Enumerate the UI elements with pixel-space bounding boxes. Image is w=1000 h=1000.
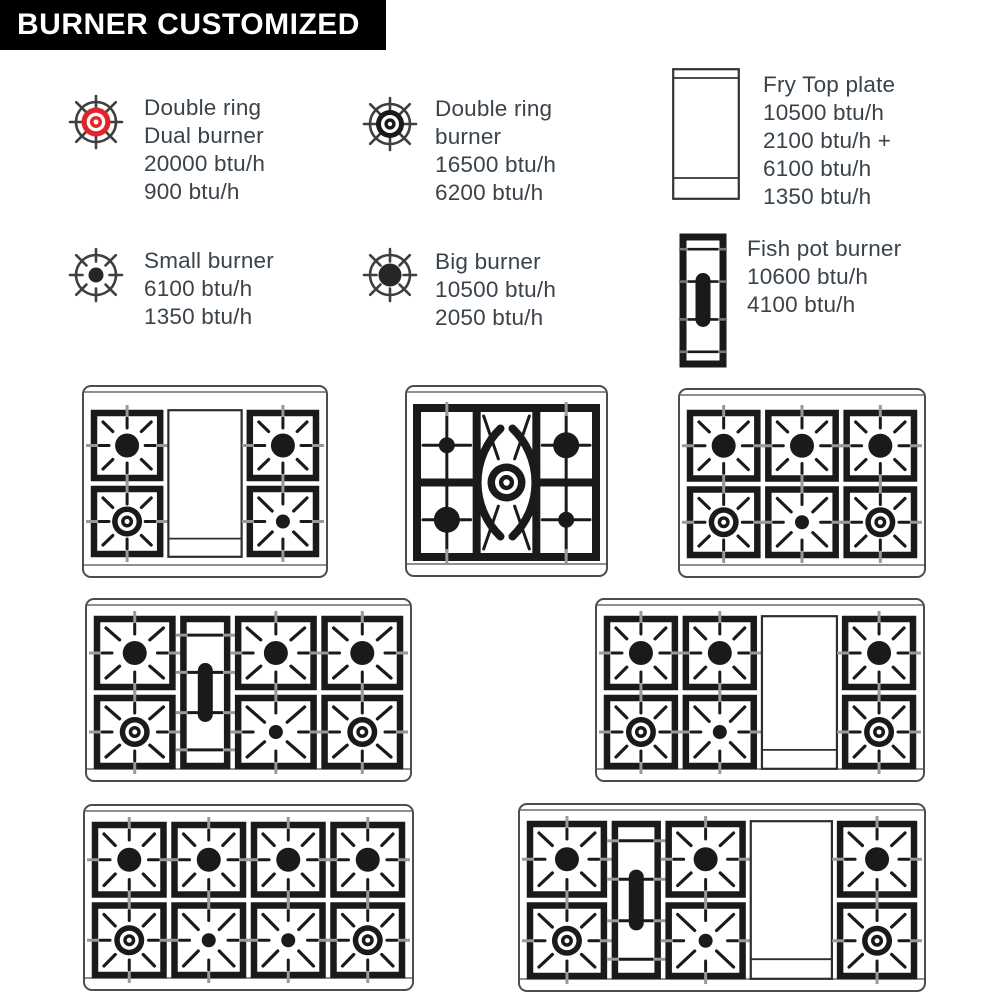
fish-pot-burner-icon <box>679 233 727 368</box>
legend-text-small-burner <box>144 247 274 331</box>
legend-line: Fish pot burner <box>747 236 902 261</box>
cooktop-5-burner-center-dual <box>405 385 608 577</box>
cooktop-6-burner-frytop <box>595 598 925 782</box>
small-burner-icon <box>68 247 124 303</box>
legend-line: burner <box>435 124 502 149</box>
legend-text-fry-top-plate <box>763 71 895 211</box>
legend-line: 2100 btu/h + <box>763 128 892 153</box>
legend-line: Big burner <box>435 249 541 274</box>
cooktop-8-burner <box>83 804 414 991</box>
legend-line: 1350 btu/h <box>144 304 253 329</box>
legend-line: 900 btu/h <box>144 179 240 204</box>
legend-line: 10500 btu/h <box>435 277 557 302</box>
legend-text-double-ring-dual-burner <box>144 94 265 206</box>
fry-top-plate-icon <box>672 68 740 200</box>
legend-line: 1350 btu/h <box>763 184 872 209</box>
legend-line: 16500 btu/h <box>435 152 557 177</box>
double-ring-dual-burner-icon <box>68 94 124 150</box>
title-banner <box>0 0 386 50</box>
legend-line: Double ring <box>144 95 262 120</box>
legend-line: 20000 btu/h <box>144 151 266 176</box>
legend-line: Fry Top plate <box>763 72 896 97</box>
page-title: BURNER CUSTOMIZED <box>17 8 360 41</box>
legend-line: 4100 btu/h <box>747 292 856 317</box>
legend-line: Double ring <box>435 96 553 121</box>
legend-line: 6200 btu/h <box>435 180 544 205</box>
legend-text-big-burner <box>435 248 556 332</box>
cooktop-4-burner-frytop <box>82 385 328 578</box>
double-ring-burner-icon <box>362 96 418 152</box>
legend-line: 6100 btu/h <box>144 276 253 301</box>
cooktop-6-burner-fishpot-frytop <box>518 803 926 992</box>
legend-line: 10600 btu/h <box>747 264 869 289</box>
legend-text-double-ring-burner <box>435 95 556 207</box>
big-burner-icon <box>362 247 418 303</box>
legend-line: Small burner <box>144 248 274 273</box>
legend-line: 6100 btu/h <box>763 156 872 181</box>
cooktop-6-burner <box>678 388 926 578</box>
legend-line: 2050 btu/h <box>435 305 544 330</box>
cooktop-6-burner-fishpot <box>85 598 412 782</box>
legend-line: Dual burner <box>144 123 264 148</box>
legend-text-fish-pot-burner <box>747 235 901 319</box>
legend-line: 10500 btu/h <box>763 100 885 125</box>
